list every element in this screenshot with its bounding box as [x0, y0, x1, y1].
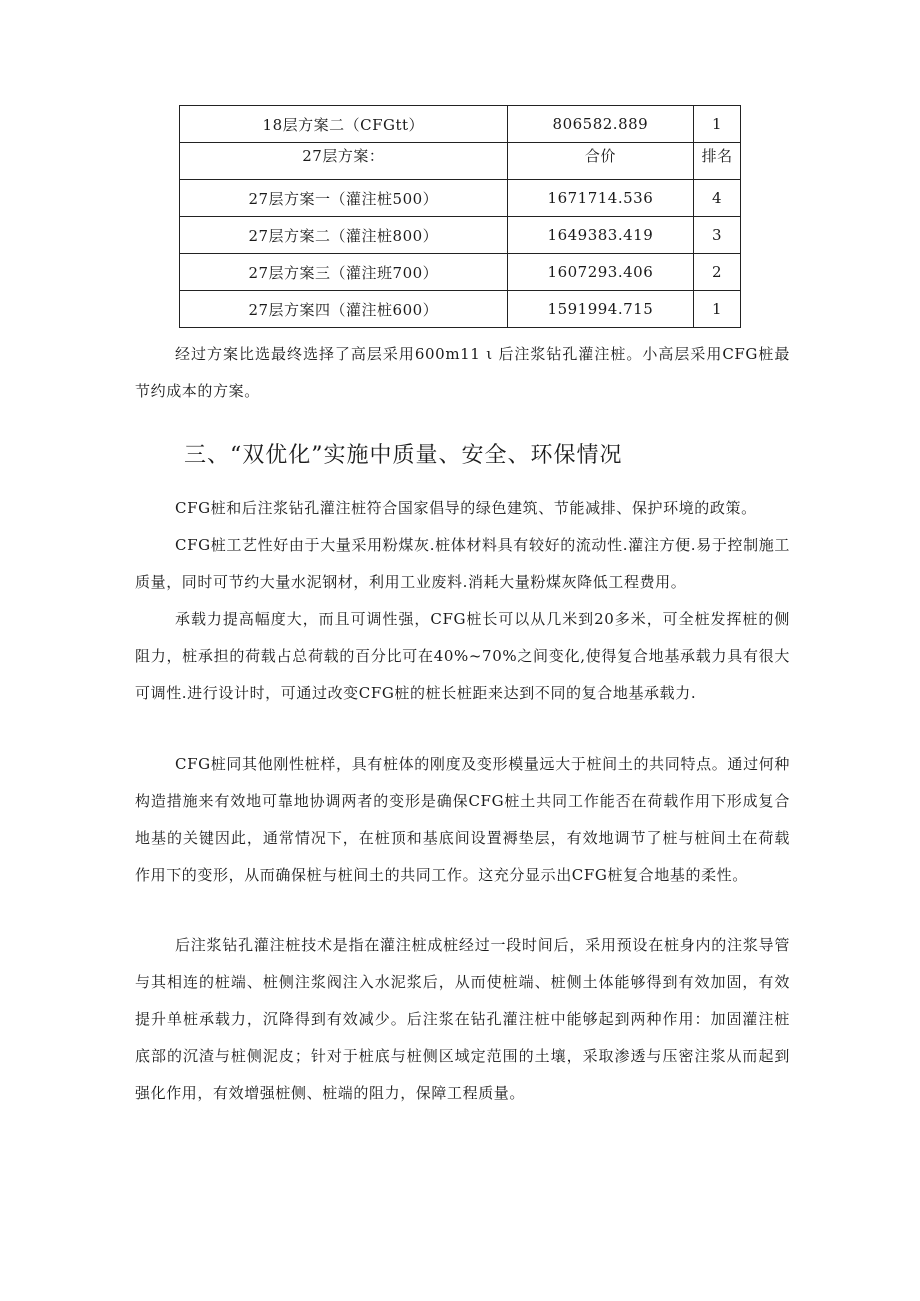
rank-cell: 1 [694, 291, 741, 328]
rank-cell: 4 [694, 180, 741, 217]
price-cell: 806582.889 [507, 106, 694, 143]
scheme-cell: 27层方案二（灌注桩800） [180, 217, 508, 254]
table-row [180, 106, 741, 143]
price-header-cell: 合价 [507, 143, 694, 180]
body-paragraph-2: CFG桩工艺性好由于大量采用粉煤灰.桩体材料具有较好的流动性.灌注方便.易于控制施工质量，同时可节约大量水泥钢材，利用工业废料.消耗大量粉煤灰降低工程费用。 [135, 536, 790, 591]
scheme-cell: 27层方案一（灌注桩500） [180, 180, 508, 217]
body-paragraph-3: 承载力提高幅度大，而且可调性强，CFG桩长可以从几米到20多米，可全桩发挥桩的侧阻力，桩承担的荷载占总荷载的百分比可在40%~70%之间变化,使得复合地基承载力具有很大可调性.进行设计时，可通过改变CFG桩的桩长桩距来达到不同的复合地基承载力. [135, 610, 790, 702]
price-cell: 1671714.536 [507, 180, 694, 217]
table-row [180, 217, 741, 254]
body-paragraph-5: 后注浆钻孔灌注桩技术是指在灌注桩成桩经过一段时间后，采用预设在桩身内的注浆导管与其相连的桩端、桩侧注浆阀注入水泥浆后，从而使桩端、桩侧土体能够得到有效加固，有效提升单桩承载力，沉降得到有效减少。后注浆在钻孔灌注桩中能够起到两种作用：加固灌注桩底部的沉渣与桩侧泥皮；针对于桩底与桩侧区域定范围的土壤，采取渗透与压密注浆从而起到强化作用，有效增强桩侧、桩端的阻力，保障工程质量。 [135, 936, 790, 1102]
body-paragraph-1: CFG桩和后注浆钻孔灌注桩符合国家倡导的绿色建筑、节能减排、保护环境的政策。 [175, 499, 757, 517]
table-row [180, 291, 741, 328]
price-cell: 1591994.715 [507, 291, 694, 328]
scheme-cell: 18层方案二（CFGtt） [180, 106, 508, 143]
scheme-cell: 27层方案四（灌注桩600） [180, 291, 508, 328]
cost-comparison-table [179, 105, 741, 328]
scheme-cell: 27层方案三（灌注班700） [180, 254, 508, 291]
table-row [180, 180, 741, 217]
table-header-row [180, 143, 741, 180]
rank-cell: 2 [694, 254, 741, 291]
section-heading: 三、“双优化”实施中质量、安全、环保情况 [184, 443, 623, 468]
rank-cell: 1 [694, 106, 741, 143]
scheme-header-cell: 27层方案： [180, 143, 508, 180]
price-cell: 1607293.406 [507, 254, 694, 291]
body-paragraph-4: CFG桩同其他刚性桩样，具有桩体的刚度及变形模量远大于桩间土的共同特点。通过何种构造措施来有效地可靠地协调两者的变形是确保CFG桩土共同工作能否在荷载作用下形成复合地基的关键因此，通常情况下，在桩顶和基底间设置褥垫层，有效地调节了桩与桩间土在荷载作用下的变形，从而确保桩与桩间土的共同工作。这充分显示出CFG桩复合地基的柔性。 [135, 755, 790, 884]
price-cell: 1649383.419 [507, 217, 694, 254]
rank-header-cell: 排名 [694, 143, 741, 180]
rank-cell: 3 [694, 217, 741, 254]
table-row [180, 254, 741, 291]
conclusion-paragraph: 经过方案比选最终选择了高层采用600m11 ι 后注浆钻孔灌注桩。小高层采用CFG桩最节约成本的方案。 [135, 345, 790, 400]
